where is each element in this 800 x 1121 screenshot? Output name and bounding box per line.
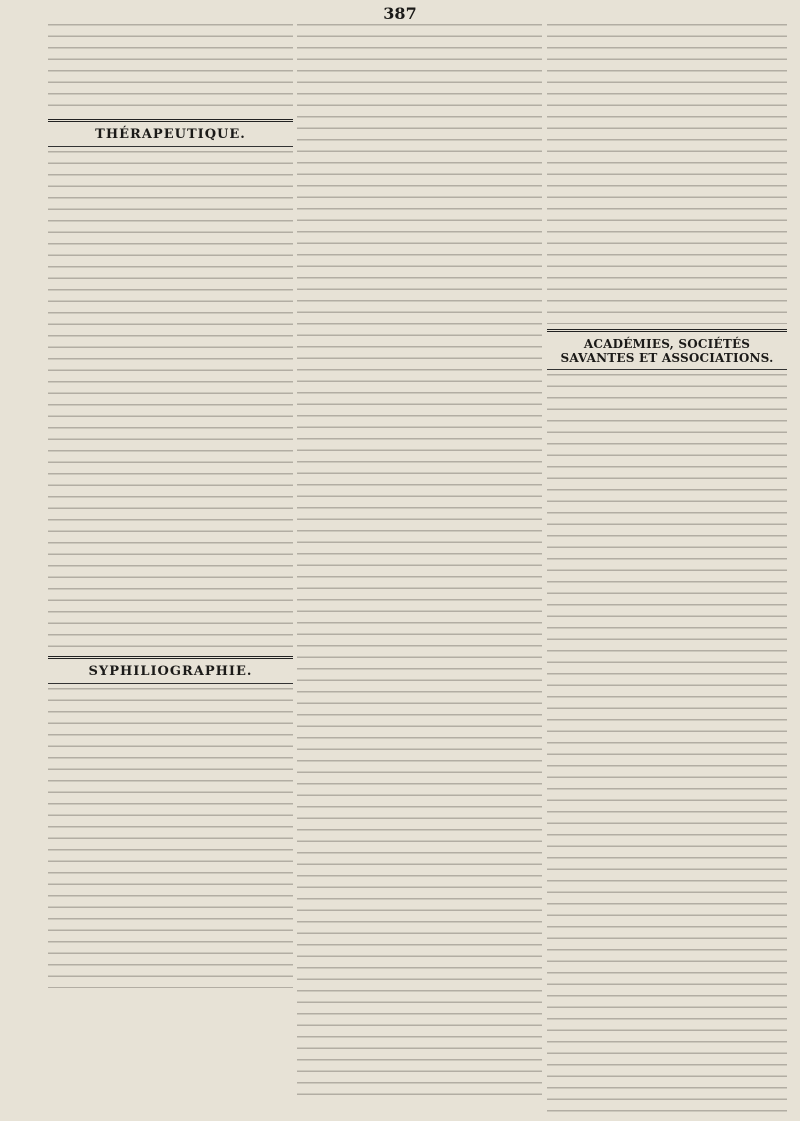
right-column bbox=[547, 24, 787, 1114]
page-number: 387 bbox=[383, 4, 417, 23]
middle-column bbox=[297, 24, 542, 1114]
section-title-academies: ACADÉMIES, SOCIÉTÉS SAVANTES ET ASSOCIATIONS. bbox=[560, 337, 774, 365]
article-text bbox=[547, 374, 787, 1114]
article-text bbox=[48, 688, 293, 988]
section-title-syphiliographie: SYPHILIOGRAPHIE. bbox=[88, 664, 253, 679]
article-text bbox=[297, 24, 542, 1104]
section-title-therapeutique: THÉRAPEUTIQUE. bbox=[95, 127, 246, 142]
article-text bbox=[48, 24, 293, 114]
divider bbox=[48, 656, 293, 659]
article-text bbox=[48, 151, 293, 651]
divider bbox=[547, 369, 787, 370]
divider bbox=[48, 146, 293, 147]
divider bbox=[547, 329, 787, 332]
divider bbox=[48, 119, 293, 122]
left-column bbox=[48, 24, 293, 1114]
divider bbox=[48, 683, 293, 684]
article-text bbox=[547, 24, 787, 324]
